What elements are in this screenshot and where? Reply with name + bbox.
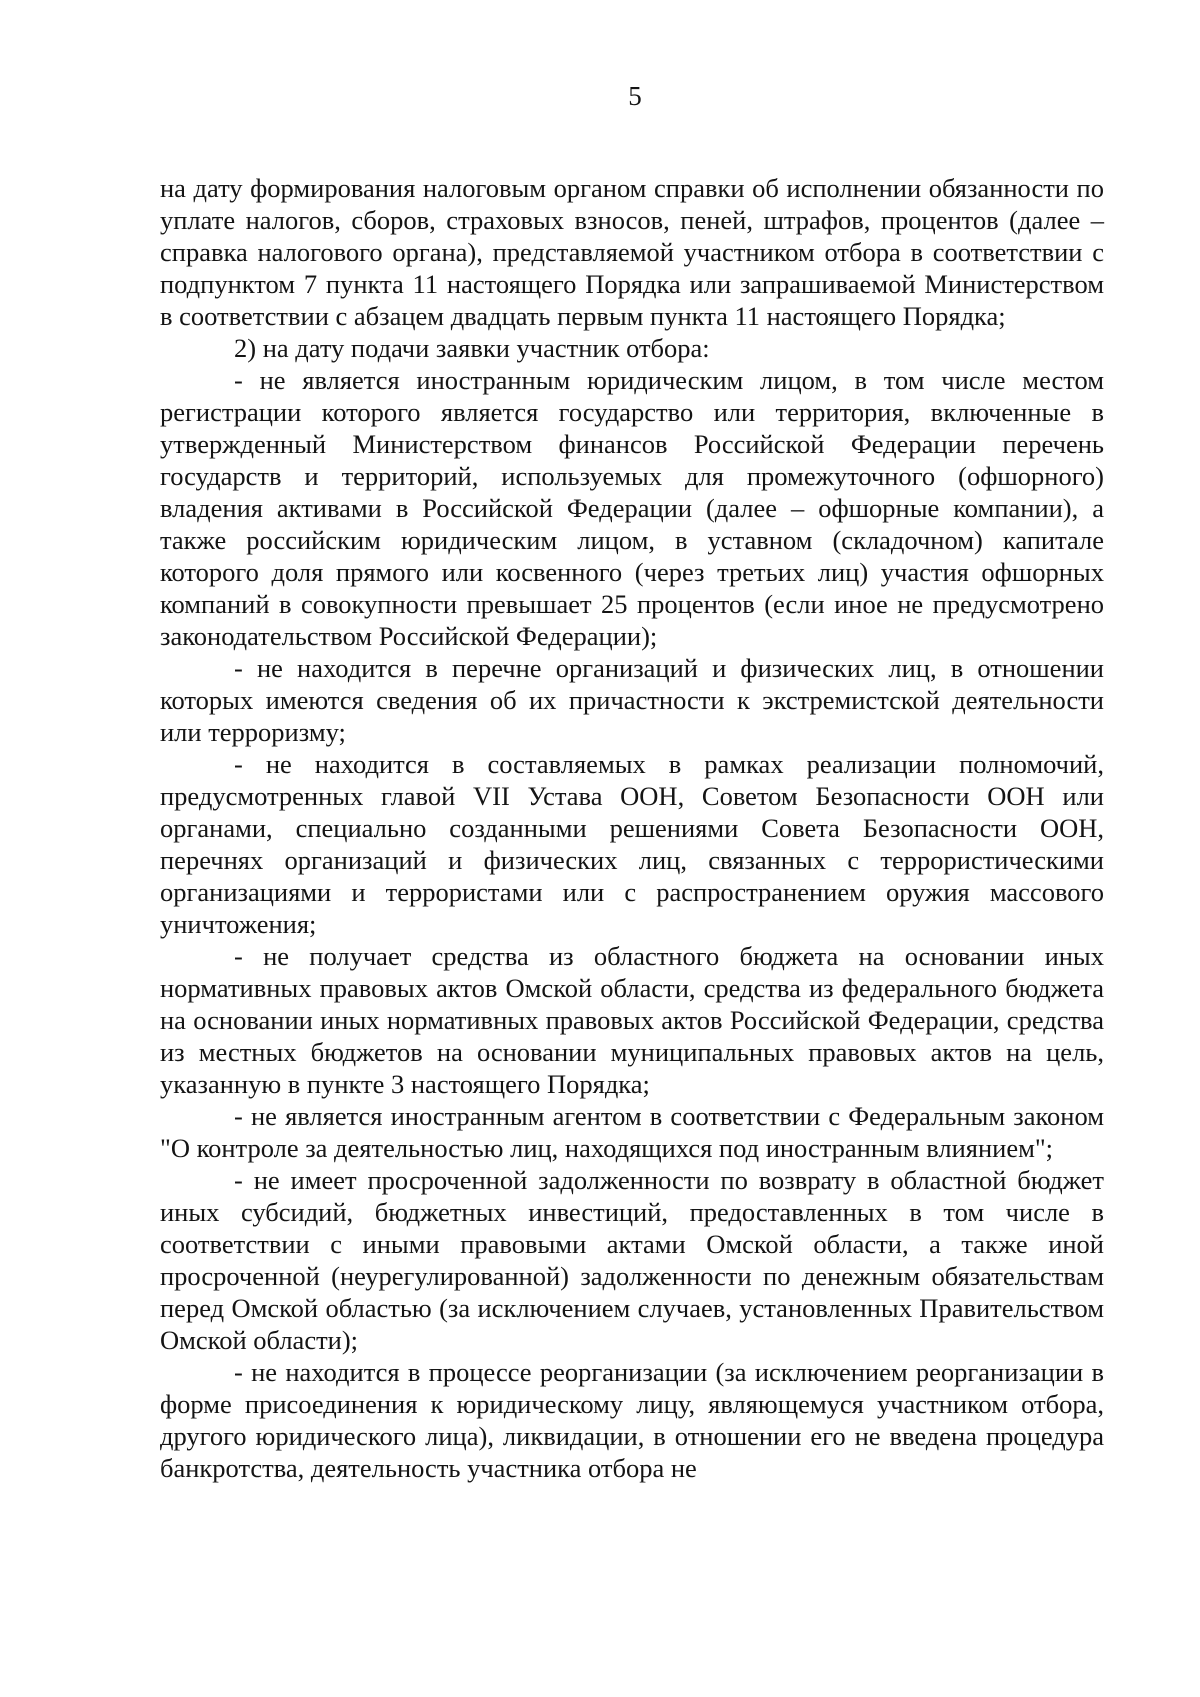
page-number: 5: [628, 81, 642, 111]
paragraph-no-other-budget-funds: - не получает средства из областного бюджета на основании иных нормативных правовых актов Омской области, средства из федерального бюджета на основании иных нормативных правовых актов Российской Федерации, средства из местных бюджетов на основании муниципальных правовых актов на цель, указанную в пункте 3 настоящего Порядка;: [160, 941, 1104, 1099]
paragraph-no-overdue-debt: - не имеет просроченной задолженности по возврату в областной бюджет иных субсидий, бюджетных инвестиций, предоставленных в том числе в соответствии с иными правовыми актами Омской области, а также иной просроченной (неурегулированной) задолженности по денежным обязательствам перед Омской областью (за исключением случаев, установленных Правительством Омской области);: [160, 1165, 1104, 1355]
document-body: [160, 172, 1104, 1484]
paragraph-not-reorganization: - не находится в процессе реорганизации (за исключением реорганизации в форме присоединения к юридическому лицу, являющемуся участником отбора, другого юридического лица), ликвидации, в отношении его не введена процедура банкротства, деятельность участника отбора не: [160, 1357, 1104, 1483]
paragraph-not-foreign-agent: - не является иностранным агентом в соответствии с Федеральным законом "О контроле за деятельностью лиц, находящихся под иностранным влиянием";: [160, 1101, 1104, 1163]
paragraph-not-extremism-list: - не находится в перечне организаций и физических лиц, в отношении которых имеются сведения об их причастности к экстремистской деятельности или терроризму;: [160, 653, 1104, 747]
paragraph-application-date-requirements: 2) на дату подачи заявки участник отбора:: [234, 333, 710, 363]
paragraph-not-foreign-legal-entity: - не является иностранным юридическим лицом, в том числе местом регистрации которого является государство или территория, включенные в утвержденный Министерством финансов Российской Федерации перечень государств и территорий, используемых для промежуточного (офшорного) владения активами в Российской Федерации (далее – офшорные компании), а также российским юридическим лицом, в уставном (складочном) капитале которого доля прямого или косвенного (через третьих лиц) участия офшорных компаний в совокупности превышает 25 процентов (если иное не предусмотрено законодательством Российской Федерации);: [160, 365, 1104, 651]
paragraph-tax-certificate-date: на дату формирования налоговым органом справки об исполнении обязанности по уплате налогов, сборов, страховых взносов, пеней, штрафов, процентов (далее – справка налогового органа), представляемой участником отбора в соответствии с подпунктом 7 пункта 11 настоящего Порядка или запрашиваемой Министерством в соответствии с абзацем двадцать первым пункта 11 настоящего Порядка;: [160, 173, 1104, 331]
paragraph-not-un-sanctions-list: - не находится в составляемых в рамках реализации полномочий, предусмотренных главой VII Устава ООН, Советом Безопасности ООН или органами, специально созданными решениями Совета Безопасности ООН, перечнях организаций и физических лиц, связанных с террористическими организациями и террористами или с распространением оружия массового уничтожения;: [160, 749, 1104, 939]
